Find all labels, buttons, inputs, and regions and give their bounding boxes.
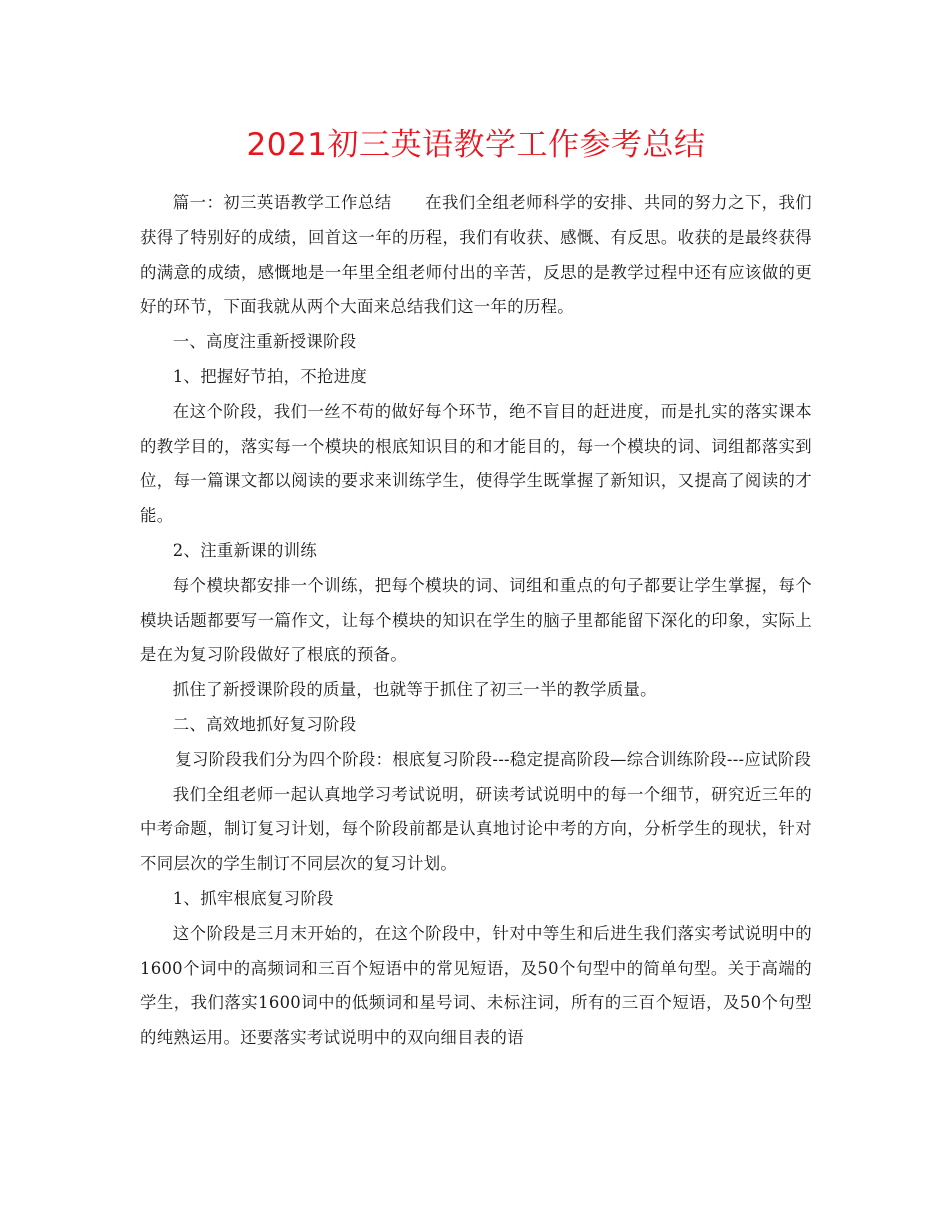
subheading-1-2: 2、注重新课的训练 [172, 540, 318, 560]
body-paragraph: 我们全组老师一起认真地学习考试说明，研读考试说明中的每一个细节，研究近三年的中考命题，制订复习计划，每个阶段前都是认真地讨论中考的方向，分析学生的现状，针对不同层次的学生制订不同层次的复习计划。 [140, 784, 812, 874]
body-paragraph: 每个模块都安排一个训练，把每个模块的词、词组和重点的句子都要让学生掌握，每个模块话题都要写一篇作文，让每个模块的知识在学生的脑子里都能留下深化的印象，实际上是在为复习阶段做好了根底的预备。 [140, 575, 812, 665]
document-title: 2021初三英语教学工作参考总结 [246, 127, 706, 163]
intro-paragraph: 篇一：初三英语教学工作总结 在我们全组老师科学的安排、共同的努力之下，我们获得了特别好的成绩，回首这一年的历程，我们有收获、感慨、有反思。收获的是最终获得的满意的成绩，感慨地是一年里全组老师付出的辛苦，反思的是教学过程中还有应该做的更好的环节，下面我就从两个大面来总结我们这一年的历程。 [140, 193, 812, 317]
body-paragraph: 抓住了新授课阶段的质量，也就等于抓住了初三一半的教学质量。 [172, 680, 657, 700]
subheading-1-1: 1、把握好节拍，不抢进度 [172, 366, 368, 386]
body-paragraph: 这个阶段是三月末开始的，在这个阶段中，针对中等生和后进生我们落实考试说明中的1600个词中的高频词和三百个短语中的常见短语，及50个句型中的简单句型。关于高端的学生，我们落实1600词中的低频词和星号词、未标注词，所有的三百个短语，及50个句型的纯熟运用。还要落实考试说明中的双向细目表的语 [140, 923, 812, 1048]
section-heading-2: 二、高效地抓好复习阶段 [172, 714, 357, 734]
document-page [140, 118, 812, 1056]
body-paragraph: 复习阶段我们分为四个阶段：根底复习阶段---稳定提高阶段—综合训练阶段---应试阶段 [175, 749, 812, 769]
subheading-2-1: 1、抓牢根底复习阶段 [172, 888, 334, 908]
body-paragraph: 在这个阶段，我们一丝不苟的做好每个环节，绝不盲目的赶进度，而是扎实的落实课本的教学目的，落实每一个模块的根底知识目的和才能目的，每一个模块的词、词组都落实到位，每一篇课文都以阅读的要求来训练学生，使得学生既掌握了新知识，又提高了阅读的才能。 [140, 401, 812, 526]
section-heading-1: 一、高度注重新授课阶段 [172, 332, 357, 352]
